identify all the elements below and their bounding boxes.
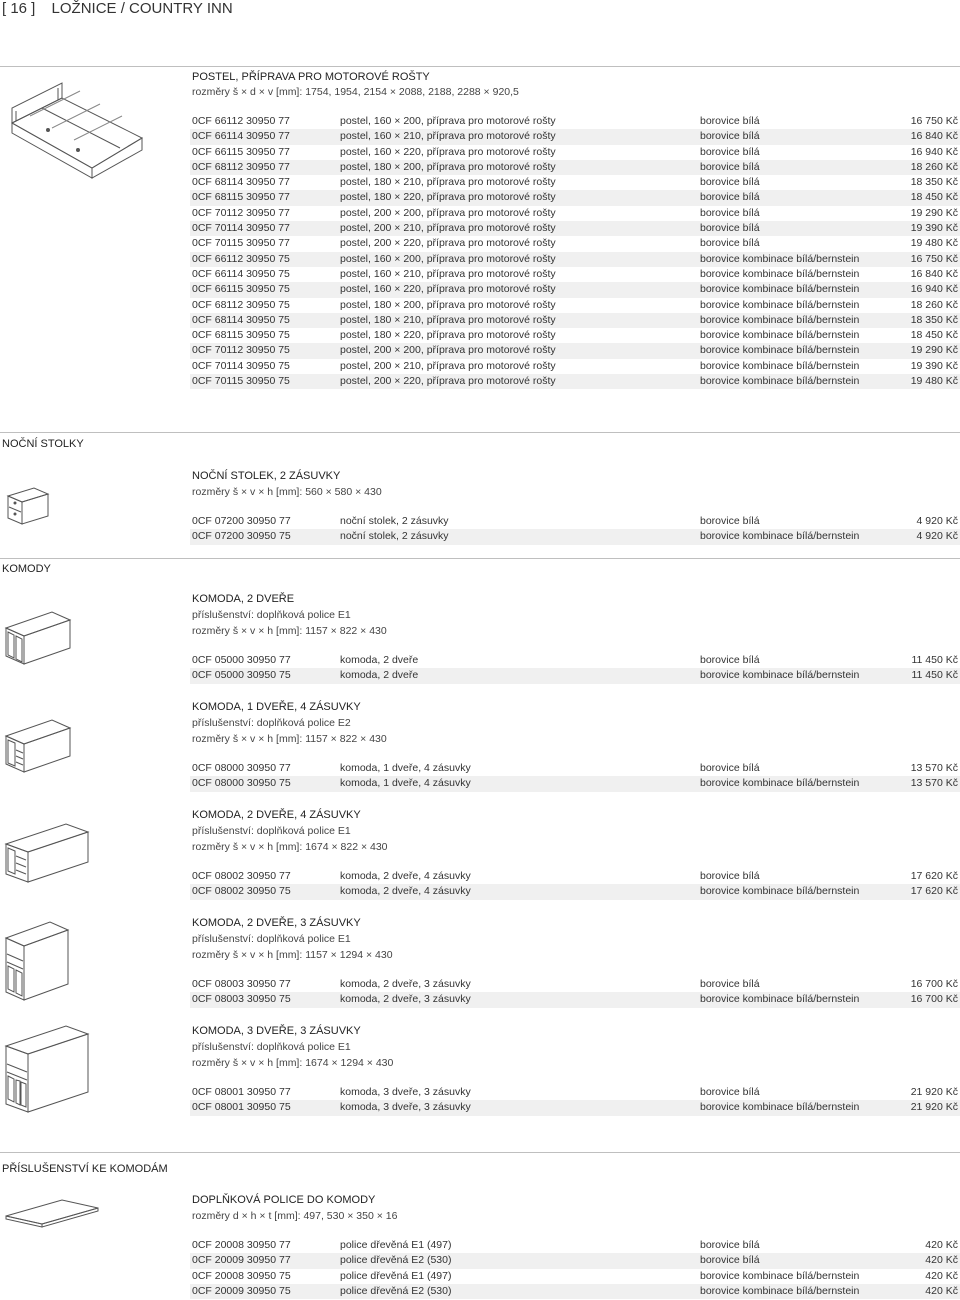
product-price: 16 700 Kč: [910, 978, 958, 990]
product-code: 0CF 66112 30950 75: [192, 252, 290, 265]
product-price: 16 700 Kč: [910, 993, 958, 1006]
product-code: 0CF 08003 30950 77: [192, 978, 291, 990]
product-code: 0CF 08000 30950 75: [192, 777, 291, 790]
product-code: 0CF 66115 30950 75: [192, 283, 290, 296]
product-finish: borovice kombinace bílá/bernstein: [700, 267, 860, 280]
product-price: 420 Kč: [925, 1239, 958, 1251]
table-row: [190, 977, 960, 992]
product-description: police dřevěná E1 (497): [340, 1269, 452, 1282]
product-price: 18 350 Kč: [910, 313, 958, 326]
product-price: 18 450 Kč: [910, 329, 958, 342]
chest-2-doors-icon: [4, 600, 74, 675]
product-finish: borovice kombinace bílá/bernstein: [700, 283, 860, 296]
product-price: 16 840 Kč: [910, 130, 958, 143]
product-code: 0CF 68114 30950 75: [192, 313, 290, 326]
product-dimensions: rozměry š × v × h [mm]: 560 × 580 × 430: [192, 486, 382, 498]
product-finish: borovice bílá: [700, 1086, 760, 1098]
product-code: 0CF 70115 30950 77: [192, 237, 290, 250]
chest-tall-2-doors-icon: [4, 914, 74, 1009]
product-price: 4 920 Kč: [916, 530, 958, 543]
chest-tall-3-doors-icon: [4, 1018, 94, 1123]
product-description: postel, 160 × 210, příprava pro motorové rošty: [340, 130, 556, 143]
price-table: [190, 869, 960, 900]
product-code: 0CF 68114 30950 77: [192, 176, 290, 189]
price-table: [190, 1085, 960, 1116]
product-finish: borovice bílá: [700, 115, 760, 127]
product-price: 420 Kč: [925, 1284, 958, 1297]
product-price: 16 940 Kč: [910, 283, 958, 296]
product-code: 0CF 68112 30950 75: [192, 298, 290, 311]
product-title: NOČNÍ STOLEK, 2 ZÁSUVKY: [192, 470, 341, 482]
table-row: [190, 313, 960, 328]
product-code: 0CF 70114 30950 75: [192, 359, 290, 372]
table-row: [190, 221, 960, 236]
product-dimensions: rozměry š × v × h [mm]: 1157 × 822 × 430: [192, 625, 387, 637]
product-description: police dřevěná E1 (497): [340, 1239, 452, 1251]
table-row: [190, 343, 960, 358]
category-title: KOMODY: [2, 563, 51, 575]
product-price: 420 Kč: [925, 1269, 958, 1282]
product-description: komoda, 2 dveře, 3 zásuvky: [340, 978, 471, 990]
product-finish: borovice bílá: [700, 206, 760, 219]
product-price: 19 390 Kč: [910, 359, 958, 372]
table-row: [190, 236, 960, 251]
product-accessory: příslušenství: doplňková police E1: [192, 825, 351, 837]
product-price: 19 290 Kč: [910, 344, 958, 357]
product-code: 0CF 20009 30950 75: [192, 1284, 291, 1297]
product-price: 420 Kč: [925, 1254, 958, 1267]
product-finish: borovice kombinace bílá/bernstein: [700, 298, 860, 311]
table-row: [190, 776, 960, 791]
product-dimensions: rozměry š × v × h [mm]: 1157 × 1294 × 430: [192, 949, 393, 961]
product-price: 11 450 Kč: [911, 669, 958, 682]
product-price: 17 620 Kč: [910, 870, 958, 882]
bed-icon: [2, 78, 152, 203]
price-table: [190, 761, 960, 792]
product-price: 19 290 Kč: [910, 206, 958, 219]
product-price: 18 350 Kč: [910, 176, 958, 189]
table-row: [190, 160, 960, 175]
product-code: 0CF 08000 30950 77: [192, 762, 291, 774]
product-code: 0CF 70115 30950 75: [192, 375, 290, 388]
product-dimensions: rozměry š × v × h [mm]: 1157 × 822 × 430: [192, 733, 387, 745]
product-finish: borovice bílá: [700, 654, 760, 666]
product-finish: borovice bílá: [700, 762, 760, 774]
page-header: [2, 0, 233, 22]
table-row: [190, 668, 960, 683]
product-finish: borovice bílá: [700, 191, 760, 204]
product-code: 0CF 20008 30950 75: [192, 1269, 291, 1282]
product-code: 0CF 08002 30950 75: [192, 885, 291, 898]
table-row: [190, 267, 960, 282]
table-row: [190, 359, 960, 374]
table-row: [190, 298, 960, 313]
product-description: komoda, 2 dveře: [340, 654, 419, 666]
product-price: 19 480 Kč: [910, 375, 958, 388]
product-title: KOMODA, 3 DVEŘE, 3 ZÁSUVKY: [192, 1025, 361, 1037]
product-price: 18 450 Kč: [910, 191, 958, 204]
product-code: 0CF 20008 30950 77: [192, 1239, 291, 1251]
category-title: PŘÍSLUŠENSTVÍ KE KOMODÁM: [2, 1163, 168, 1175]
product-code: 0CF 70112 30950 77: [192, 206, 290, 219]
page-number: [ 16 ]: [2, 0, 36, 17]
product-price: 21 920 Kč: [910, 1101, 958, 1114]
product-code: 0CF 66115 30950 77: [192, 145, 290, 158]
product-finish: borovice bílá: [700, 1239, 760, 1251]
product-code: 0CF 68115 30950 75: [192, 329, 290, 342]
product-price: 16 750 Kč: [910, 115, 958, 127]
table-row: [190, 175, 960, 190]
table-row: [190, 252, 960, 267]
divider: [0, 558, 960, 559]
product-finish: borovice kombinace bílá/bernstein: [700, 252, 860, 265]
table-row: [190, 1253, 960, 1268]
nightstand-icon: [4, 478, 54, 533]
product-description: noční stolek, 2 zásuvky: [340, 515, 449, 527]
product-description: postel, 160 × 220, příprava pro motorové rošty: [340, 145, 556, 158]
product-dimensions: rozměry š × v × h [mm]: 1674 × 1294 × 430: [192, 1057, 394, 1069]
product-code: 0CF 66112 30950 77: [192, 115, 290, 127]
divider: [0, 1152, 960, 1153]
product-code: 0CF 07200 30950 75: [192, 530, 291, 543]
page-title: LOŽNICE / COUNTRY INN: [51, 0, 233, 17]
table-row: [190, 761, 960, 776]
table-row: [190, 653, 960, 668]
product-description: postel, 200 × 210, příprava pro motorové rošty: [340, 359, 556, 372]
product-price: 4 920 Kč: [916, 515, 958, 527]
table-row: [190, 145, 960, 160]
product-description: postel, 160 × 210, příprava pro motorové rošty: [340, 267, 556, 280]
product-code: 0CF 68112 30950 77: [192, 160, 290, 173]
product-price: 16 750 Kč: [910, 252, 958, 265]
table-row: [190, 1238, 960, 1253]
product-description: komoda, 3 dveře, 3 zásuvky: [340, 1086, 471, 1098]
product-description: postel, 200 × 200, příprava pro motorové rošty: [340, 206, 556, 219]
table-row: [190, 1284, 960, 1299]
product-description: postel, 180 × 200, příprava pro motorové rošty: [340, 160, 556, 173]
product-description: postel, 200 × 200, příprava pro motorové rošty: [340, 344, 556, 357]
product-description: postel, 200 × 210, příprava pro motorové rošty: [340, 222, 556, 235]
product-dimensions: rozměry š × d × v [mm]: 1754, 1954, 2154 × 2088, 2188, 2288 × 920,5: [192, 86, 519, 98]
product-description: postel, 200 × 220, příprava pro motorové rošty: [340, 237, 556, 250]
price-table: [190, 514, 960, 545]
product-description: komoda, 3 dveře, 3 zásuvky: [340, 1101, 471, 1114]
table-row: [190, 514, 960, 529]
product-finish: borovice kombinace bílá/bernstein: [700, 359, 860, 372]
product-code: 0CF 66114 30950 77: [192, 130, 290, 143]
table-row: [190, 992, 960, 1007]
product-finish: borovice kombinace bílá/bernstein: [700, 375, 860, 388]
product-description: komoda, 2 dveře: [340, 669, 419, 682]
product-title: KOMODA, 2 DVEŘE, 4 ZÁSUVKY: [192, 809, 361, 821]
product-accessory: příslušenství: doplňková police E2: [192, 717, 351, 729]
product-finish: borovice bílá: [700, 870, 760, 882]
product-code: 0CF 08003 30950 75: [192, 993, 291, 1006]
price-table: [190, 977, 960, 1008]
product-description: komoda, 1 dveře, 4 zásuvky: [340, 777, 471, 790]
product-finish: borovice kombinace bílá/bernstein: [700, 1284, 860, 1297]
table-row: [190, 1085, 960, 1100]
product-price: 11 450 Kč: [911, 654, 958, 666]
product-finish: borovice bílá: [700, 160, 760, 173]
category-title: NOČNÍ STOLKY: [2, 438, 84, 450]
product-code: 0CF 70112 30950 75: [192, 344, 290, 357]
product-description: postel, 180 × 220, příprava pro motorové rošty: [340, 329, 556, 342]
product-finish: borovice kombinace bílá/bernstein: [700, 669, 860, 682]
product-finish: borovice kombinace bílá/bernstein: [700, 313, 860, 326]
product-code: 0CF 08001 30950 75: [192, 1101, 291, 1114]
table-row: [190, 114, 960, 129]
product-finish: borovice kombinace bílá/bernstein: [700, 993, 860, 1006]
product-code: 0CF 05000 30950 77: [192, 654, 291, 666]
table-row: [190, 190, 960, 205]
product-description: komoda, 2 dveře, 4 zásuvky: [340, 870, 471, 882]
product-finish: borovice bílá: [700, 515, 760, 527]
product-price: 13 570 Kč: [910, 762, 958, 774]
product-finish: borovice bílá: [700, 1254, 760, 1267]
table-row: [190, 884, 960, 899]
product-code: 0CF 68115 30950 77: [192, 191, 290, 204]
product-description: komoda, 1 dveře, 4 zásuvky: [340, 762, 471, 774]
table-row: [190, 374, 960, 389]
chest-2-doors-4-drawers-icon: [4, 812, 94, 892]
product-code: 0CF 08002 30950 77: [192, 870, 291, 882]
product-finish: borovice bílá: [700, 145, 760, 158]
table-row: [190, 129, 960, 144]
product-title: DOPLŇKOVÁ POLICE DO KOMODY: [192, 1194, 376, 1206]
chest-1-door-4-drawers-icon: [4, 708, 74, 783]
product-description: postel, 180 × 220, příprava pro motorové rošty: [340, 191, 556, 204]
product-dimensions: rozměry š × v × h [mm]: 1674 × 822 × 430: [192, 841, 388, 853]
product-description: postel, 200 × 220, příprava pro motorové rošty: [340, 375, 556, 388]
product-code: 0CF 70114 30950 77: [192, 222, 290, 235]
product-description: noční stolek, 2 zásuvky: [340, 530, 449, 543]
product-price: 18 260 Kč: [910, 160, 958, 173]
product-description: postel, 160 × 220, příprava pro motorové rošty: [340, 283, 556, 296]
product-finish: borovice bílá: [700, 176, 760, 189]
product-accessory: příslušenství: doplňková police E1: [192, 1041, 351, 1053]
product-finish: borovice bílá: [700, 130, 760, 143]
table-row: [190, 869, 960, 884]
product-description: postel, 160 × 200, příprava pro motorové rošty: [340, 115, 556, 127]
product-price: 16 840 Kč: [910, 267, 958, 280]
product-description: postel, 180 × 210, příprava pro motorové rošty: [340, 176, 556, 189]
table-row: [190, 328, 960, 343]
product-finish: borovice kombinace bílá/bernstein: [700, 530, 860, 543]
product-finish: borovice bílá: [700, 978, 760, 990]
product-title: KOMODA, 2 DVEŘE, 3 ZÁSUVKY: [192, 917, 361, 929]
price-table: [190, 1238, 960, 1299]
divider: [0, 66, 960, 67]
product-finish: borovice kombinace bílá/bernstein: [700, 329, 860, 342]
product-description: police dřevěná E2 (530): [340, 1254, 452, 1267]
price-table: [190, 653, 960, 684]
product-price: 19 390 Kč: [910, 222, 958, 235]
table-row: [190, 282, 960, 297]
product-code: 0CF 20009 30950 77: [192, 1254, 291, 1267]
product-finish: borovice kombinace bílá/bernstein: [700, 1101, 860, 1114]
table-row: [190, 1100, 960, 1115]
product-price: 13 570 Kč: [910, 777, 958, 790]
product-description: komoda, 2 dveře, 4 zásuvky: [340, 885, 471, 898]
product-price: 16 940 Kč: [910, 145, 958, 158]
product-finish: borovice bílá: [700, 237, 760, 250]
product-finish: borovice kombinace bílá/bernstein: [700, 885, 860, 898]
table-row: [190, 529, 960, 544]
product-accessory: příslušenství: doplňková police E1: [192, 933, 351, 945]
product-finish: borovice kombinace bílá/bernstein: [700, 1269, 860, 1282]
product-code: 0CF 08001 30950 77: [192, 1086, 291, 1098]
divider: [0, 432, 960, 433]
price-table: [190, 114, 960, 389]
product-description: postel, 160 × 200, příprava pro motorové rošty: [340, 252, 556, 265]
product-description: postel, 180 × 210, příprava pro motorové rošty: [340, 313, 556, 326]
table-row: [190, 206, 960, 221]
product-price: 17 620 Kč: [910, 885, 958, 898]
product-code: 0CF 05000 30950 75: [192, 669, 291, 682]
product-description: police dřevěná E2 (530): [340, 1284, 452, 1297]
product-finish: borovice kombinace bílá/bernstein: [700, 344, 860, 357]
shelf-board-icon: [4, 1196, 104, 1241]
table-row: [190, 1269, 960, 1284]
product-price: 18 260 Kč: [910, 298, 958, 311]
product-dimensions: rozměry d × h × t [mm]: 497, 530 × 350 × 16: [192, 1210, 398, 1222]
product-accessory: příslušenství: doplňková police E1: [192, 609, 351, 621]
product-title: POSTEL, PŘÍPRAVA PRO MOTOROVÉ ROŠTY: [192, 71, 430, 83]
product-description: komoda, 2 dveře, 3 zásuvky: [340, 993, 471, 1006]
product-title: KOMODA, 1 DVEŘE, 4 ZÁSUVKY: [192, 701, 361, 713]
product-finish: borovice kombinace bílá/bernstein: [700, 777, 860, 790]
product-description: postel, 180 × 200, příprava pro motorové rošty: [340, 298, 556, 311]
product-title: KOMODA, 2 DVEŘE: [192, 593, 295, 605]
product-code: 0CF 07200 30950 77: [192, 515, 291, 527]
product-finish: borovice bílá: [700, 222, 760, 235]
product-price: 21 920 Kč: [910, 1086, 958, 1098]
product-code: 0CF 66114 30950 75: [192, 267, 290, 280]
product-price: 19 480 Kč: [910, 237, 958, 250]
